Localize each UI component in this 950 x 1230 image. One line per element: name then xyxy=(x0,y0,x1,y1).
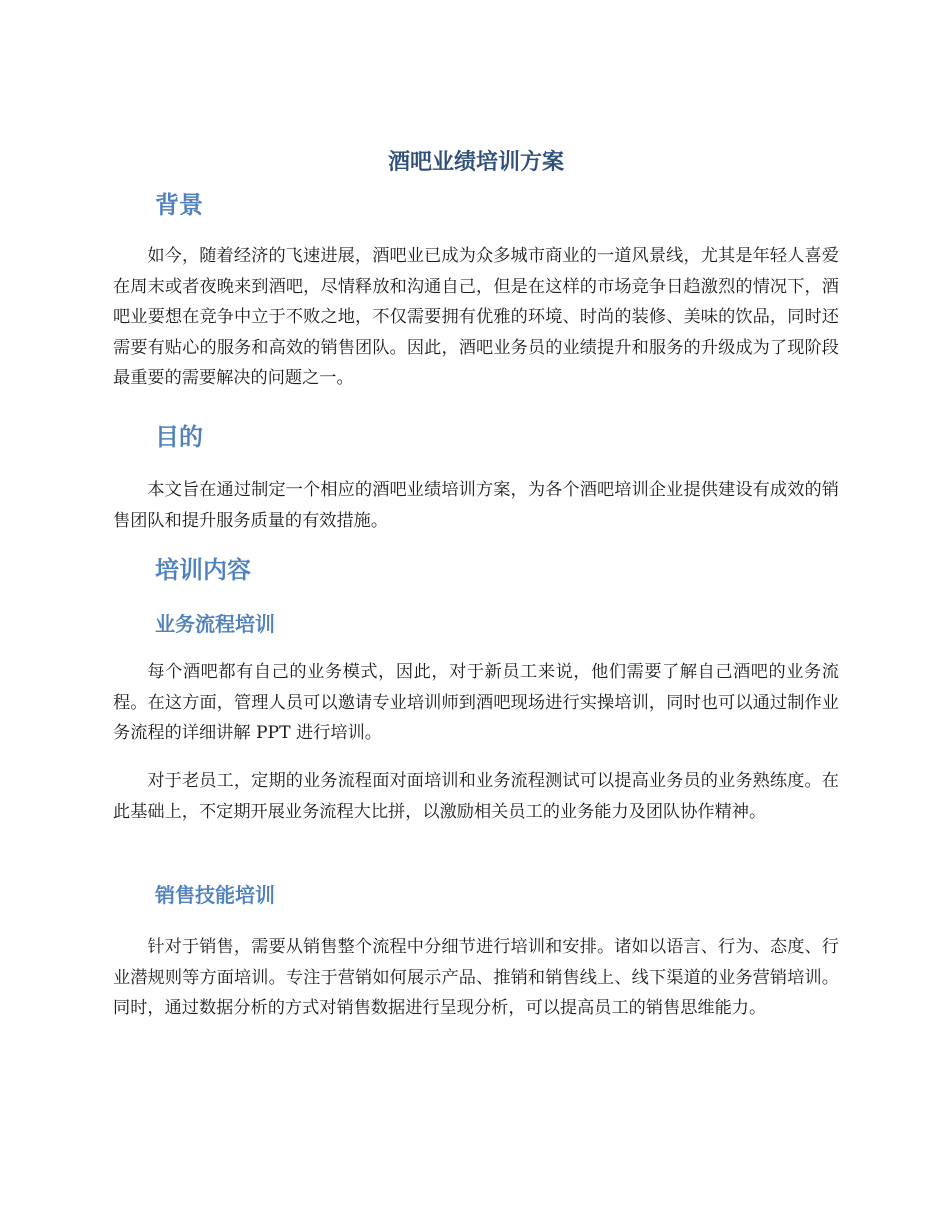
subsection-heading-sales-skills: 销售技能培训 xyxy=(155,883,275,907)
background-paragraph: 如今，随着经济的飞速进展，酒吧业已成为众多城市商业的一道风景线，尤其是年轻人喜爱在周末或者夜晚来到酒吧，尽情释放和沟通自己，但是在这样的市场竞争日趋激烈的情况下，酒吧业要想在竞争中立于不败之地，不仅需要拥有优雅的环境、时尚的装修、美味的饮品，同时还需要有贴心的服务和高效的销售团队。因此，酒吧业务员的业绩提升和服务的升级成为了现阶段最重要的需要解决的问题之一。 xyxy=(113,246,839,389)
section-heading-background: 背景 xyxy=(155,191,203,219)
business-process-paragraph-2: 对于老员工，定期的业务流程面对面培训和业务流程测试可以提高业务员的业务熟练度。在此基础上，不定期开展业务流程大比拼，以激励相关员工的业务能力及团队协作精神。 xyxy=(113,771,839,822)
section-heading-training-content: 培训内容 xyxy=(155,556,251,584)
sales-skills-paragraph: 针对于销售，需要从销售整个流程中分细节进行培训和安排。诸如以语言、行为、态度、行业潜规则等方面培训。专注于营销如何展示产品、推销和销售线上、线下渠道的业务营销培训。同时，通过数据分析的方式对销售数据进行呈现分析，可以提高员工的销售思维能力。 xyxy=(113,937,839,1019)
document-title: 酒吧业绩培训方案 xyxy=(387,150,564,175)
subsection-heading-business-process: 业务流程培训 xyxy=(155,612,275,636)
business-process-paragraph-1: 每个酒吧都有自己的业务模式，因此，对于新员工来说，他们需要了解自己酒吧的业务流程。在这方面，管理人员可以邀请专业培训师到酒吧现场进行实操培训，同时也可以通过制作业务流程的详细讲解 PPT 进行培训。 xyxy=(113,662,839,744)
section-heading-purpose: 目的 xyxy=(155,423,203,451)
purpose-paragraph: 本文旨在通过制定一个相应的酒吧业绩培训方案，为各个酒吧培训企业提供建设有成效的销售团队和提升服务质量的有效措施。 xyxy=(113,480,839,531)
